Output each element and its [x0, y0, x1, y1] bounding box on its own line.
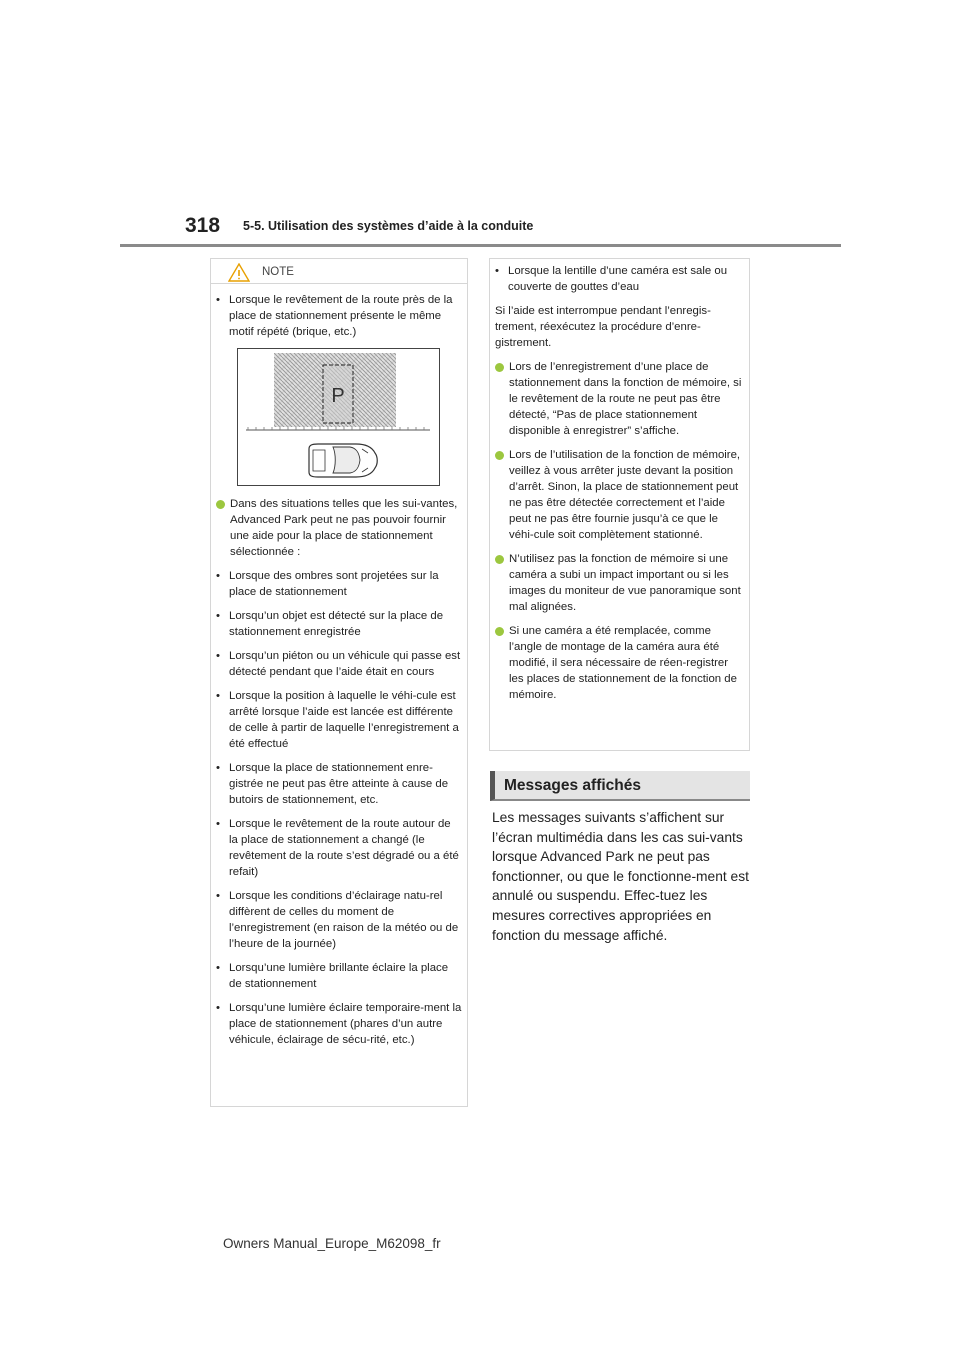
list-item: • Lorsqu’une lumière brillante éclaire la place de stationnement	[216, 962, 449, 990]
note-continued-box	[489, 258, 750, 751]
messages-header	[490, 771, 750, 801]
parking-space-label: P	[331, 385, 345, 407]
list-item: Lors de l’utilisation de la fonction de mémoire, veillez à vous arrêter juste devant la position d’arrêt. Sinon, la place de stationnement peut ne pas être détectée correctement et l’aide peut ne pas être fournie jusqu’à ce que le véhi-cule soit complètement stationné.	[495, 447, 745, 543]
list-item: • Lorsque des ombres sont projetées sur la place de stationnement	[216, 570, 439, 598]
messages-body: Les messages suivants s’affichent sur l’écran multimédia dans les cas sui-vants lorsque Advanced Park ne peut pas fonctionner, ou que le fonctionne-ment est annulé ou suspendu. Effec-tuez les mesures correctives appropriées en fonction du message affiché.	[492, 810, 749, 943]
list-item: • Lorsque la lentille d’une caméra est sale ou couverte de gouttes d’eau	[495, 265, 728, 293]
list-item: • Lorsque le revêtement de la route autour de la place de stationnement a changé (le revêtement de la route s’est dégradé ou a été refait)	[216, 818, 459, 878]
list-item: • Lorsqu’un piéton ou un véhicule qui passe est détecté pendant que l’aide était en cours	[216, 650, 461, 678]
list-item: • Lorsqu’un objet est détecté sur la place de stationnement enregistrée	[216, 610, 444, 638]
footer-text: Owners Manual_Europe_M62098_fr	[223, 1236, 441, 1251]
warning-icon	[228, 263, 250, 282]
list-item: • Lorsque les conditions d’éclairage natu-rel diffèrent de celles du moment de l’enregistrement (en raison de la météo ou de l’heure de la journée)	[216, 890, 459, 950]
page-number: 318	[185, 214, 221, 237]
list-item: • Lorsque la place de stationnement enre-gistrée ne peut pas être atteinte à cause de butoirs de stationnement, etc.	[216, 762, 449, 806]
header-rule	[120, 244, 841, 247]
note-intro: • Lorsque le revêtement de la route près de la place de stationnement présente le même motif répété (brique, etc.)	[216, 294, 453, 338]
section-title: 5-5. Utilisation des systèmes d’aide à la conduite	[243, 219, 534, 233]
note-continued-content	[495, 263, 745, 711]
note-bullet: Dans des situations telles que les sui-vantes, Advanced Park peut ne pas pouvoir fournir une aide pour la place de stationnement sélectionnée :	[216, 496, 462, 560]
list-item: Lors de l’enregistrement d’une place de stationnement dans la fonction de mémoire, si le revêtement de la route ne peut pas être détecté, “Pas de place stationnement disponible à enregistrer” s’affiche.	[495, 359, 745, 439]
messages-title: Messages affichés	[504, 777, 641, 794]
list-item: Si une caméra a été remplacée, comme l’angle de montage de la caméra aura été modifié, il sera nécessaire de réen-registrer les places de stationnement de la fonction de mémoire.	[495, 623, 745, 703]
car-icon	[309, 444, 377, 477]
note-content	[216, 292, 462, 1056]
note-paragraph: Si l’aide est interrompue pendant l’enregis-trement, réexécutez la procédure d’enre-gistrement.	[495, 305, 711, 349]
note-label: NOTE	[262, 266, 294, 278]
parking-illustration	[237, 348, 440, 486]
note-box	[210, 258, 468, 1107]
list-item: • Lorsqu’une lumière éclaire temporaire-ment la place de stationnement (phares d’un autre véhicule, éclairage de sécu-rité, etc.)	[216, 1002, 462, 1046]
list-item: • Lorsque la position à laquelle le véhi-cule est arrêté lorsque l’aide est lancée est différente de celle à partir de laquelle l’enregistrement a été effectué	[216, 690, 459, 750]
list-item: N’utilisez pas la fonction de mémoire si une caméra a subi un impact important ou si les images du moniteur de vue panoramique sont mal alignées.	[495, 551, 745, 615]
note-header	[211, 259, 467, 284]
